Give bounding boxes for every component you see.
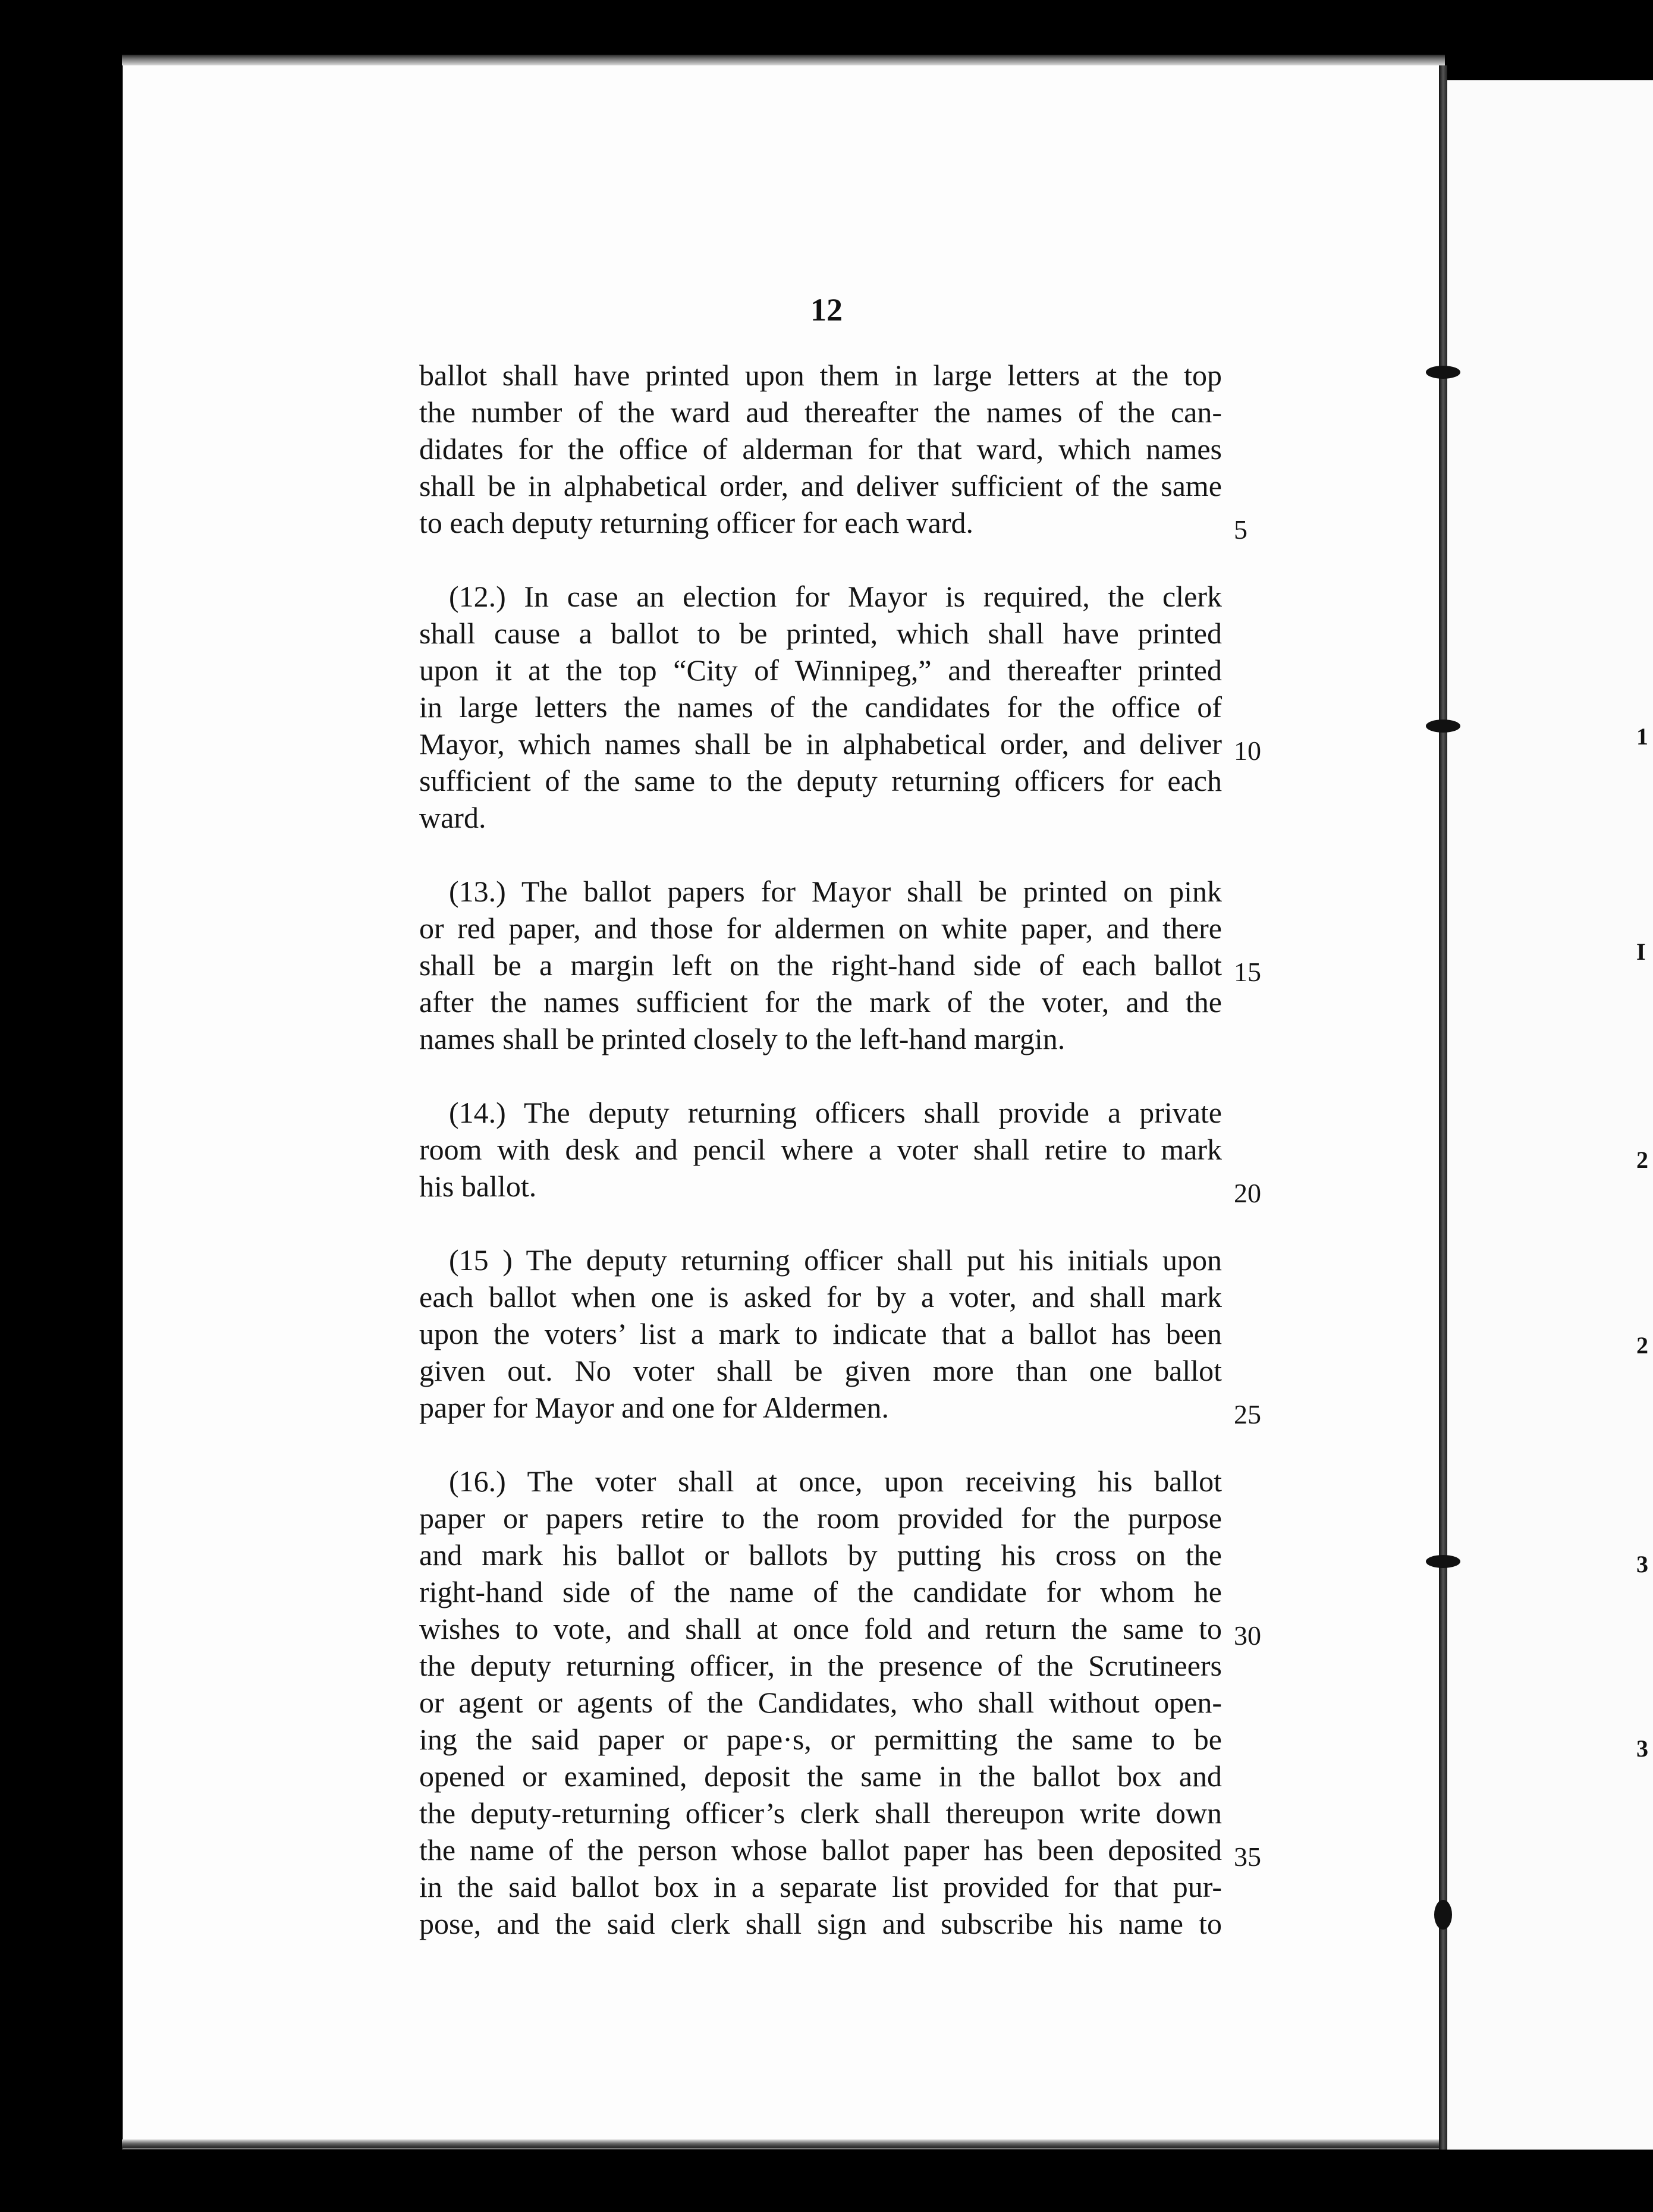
text-line: each ballot when one is asked for by a voter, and shall mark	[419, 1280, 1222, 1314]
text-line: Mayor, which names shall be in alphabetical order, and deliver	[419, 727, 1222, 761]
text-line: paper for Mayor and one for Aldermen.	[419, 1391, 889, 1424]
line-number: 15	[1234, 957, 1261, 987]
text-line: in large letters the names of the candidates for the office of	[419, 690, 1222, 724]
top-page-edge	[122, 55, 1445, 65]
text-line: to each deputy returning officer for each ward.	[419, 506, 973, 539]
text-line: sufficient of the same to the deputy returning officers for each	[419, 764, 1222, 797]
text-line: (13.) The ballot papers for Mayor shall be printed on pink	[449, 875, 1222, 908]
text-line: the deputy returning officer, in the presence of the Scrutineers	[419, 1649, 1222, 1682]
paragraph	[419, 1463, 1222, 1942]
text-line: names shall be printed closely to the left-hand margin.	[419, 1022, 1066, 1055]
facing-page-line-number: 2	[1636, 1332, 1648, 1359]
text-line: shall be a margin left on the right-hand side of each ballot	[419, 948, 1222, 982]
text-line: upon the voters’ list a mark to indicate that a ballot has been	[419, 1317, 1222, 1350]
facing-page-line-number: 1	[1636, 723, 1648, 750]
text-line: his ballot.	[419, 1170, 537, 1203]
facing-page-line-number: 3	[1636, 1735, 1648, 1762]
text-line: paper or papers retire to the room provided for the purpose	[419, 1501, 1222, 1535]
right-page	[1445, 80, 1653, 2150]
facing-page-line-number: 2	[1636, 1146, 1648, 1173]
text-line: wishes to vote, and shall at once fold and return the same to	[419, 1612, 1222, 1645]
spine-thread-mark	[1426, 1555, 1460, 1568]
body-text	[419, 357, 1222, 1979]
text-line: opened or examined, deposit the same in the ballot box and	[419, 1759, 1222, 1793]
line-number: 20	[1234, 1178, 1261, 1208]
text-line: after the names sufficient for the mark of the voter, and the	[419, 985, 1222, 1019]
text-line: or agent or agents of the Candidates, who shall without open-	[419, 1686, 1222, 1719]
spine-thread-mark	[1434, 1900, 1452, 1930]
line-number: 25	[1234, 1399, 1261, 1429]
paragraph	[419, 873, 1222, 1057]
text-line: (15 ) The deputy returning officer shall put his initials upon	[449, 1243, 1222, 1277]
text-line: pose, and the said clerk shall sign and subscribe his name to	[419, 1907, 1222, 1940]
text-line: upon it at the top “City of Winnipeg,” and thereafter printed	[419, 653, 1222, 687]
text-line: given out. No voter shall be given more than one ballot	[419, 1354, 1222, 1387]
paragraph	[419, 1242, 1222, 1426]
text-line: (16.) The voter shall at once, upon receiving his ballot	[449, 1465, 1222, 1498]
text-line: the number of the ward aud thereafter the names of the can-	[419, 395, 1222, 429]
bottom-page-edge	[122, 2139, 1445, 2148]
spine-thread-mark	[1426, 366, 1460, 379]
text-line: right-hand side of the name of the candidate for whom he	[419, 1575, 1222, 1608]
text-line: shall cause a ballot to be printed, which shall have printed	[419, 617, 1222, 650]
line-number: 5	[1234, 514, 1247, 545]
spine-thread-mark	[1426, 719, 1460, 733]
text-line: (12.) In case an election for Mayor is required, the clerk	[449, 580, 1222, 613]
page-number: 12	[810, 292, 843, 328]
text-line: ballot shall have printed upon them in large letters at the top	[419, 359, 1222, 392]
line-number: 35	[1234, 1842, 1261, 1872]
paragraph	[419, 357, 1222, 541]
paragraph	[419, 1094, 1222, 1205]
text-line: or red paper, and those for aldermen on white paper, and there	[419, 912, 1222, 945]
text-line: in the said ballot box in a separate list provided for that pur-	[419, 1870, 1222, 1903]
text-line: (14.) The deputy returning officers shall provide a private	[449, 1096, 1222, 1129]
line-number: 30	[1234, 1620, 1261, 1651]
text-line: the name of the person whose ballot paper has been deposited	[419, 1833, 1222, 1867]
text-line: shall be in alphabetical order, and deliver sufficient of the same	[419, 469, 1222, 502]
text-line: room with desk and pencil where a voter shall retire to mark	[419, 1133, 1222, 1166]
paragraph	[419, 578, 1222, 836]
text-line: the deputy-returning officer’s clerk shall thereupon write down	[419, 1796, 1222, 1830]
text-line: ward.	[419, 801, 486, 834]
text-line: and mark his ballot or ballots by putting his cross on the	[419, 1538, 1222, 1572]
facing-page-line-number: I	[1636, 938, 1646, 965]
facing-page-line-number: 3	[1636, 1551, 1648, 1578]
text-line: ing the said paper or pape·s, or permitting the same to be	[419, 1723, 1222, 1756]
text-line: didates for the office of alderman for that ward, which names	[419, 432, 1222, 466]
line-number: 10	[1234, 736, 1261, 766]
